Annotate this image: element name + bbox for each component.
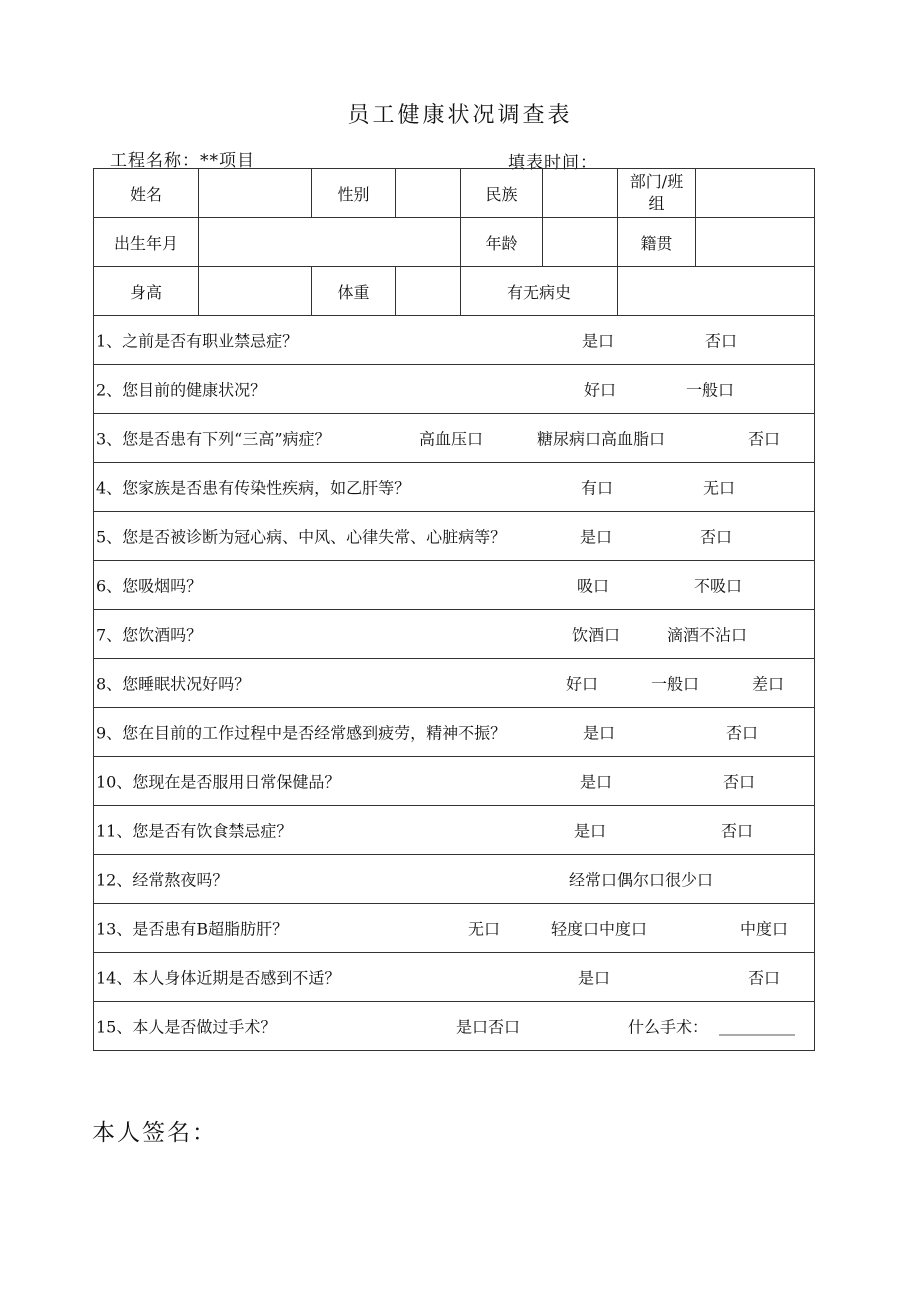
question-row-7: [94, 610, 815, 659]
question-text: 5、您是否被诊断为冠心病、中风、心律失常、心脏病等？: [96, 527, 507, 547]
option-no[interactable]: 否口: [748, 429, 781, 449]
option-have[interactable]: 有口: [581, 478, 614, 498]
surgery-input-line[interactable]: [719, 1017, 795, 1036]
ethnicity-field[interactable]: [543, 169, 618, 218]
page-title: 员工健康状况调查表: [347, 103, 573, 128]
ethnicity-label: 民族: [461, 169, 543, 218]
question-text: 1、之前是否有职业禁忌症？: [96, 331, 299, 351]
department-field[interactable]: [696, 169, 815, 218]
gender-field[interactable]: [396, 169, 461, 218]
surgery-label: 什么手术：: [628, 1017, 709, 1037]
question-row-2: [94, 365, 815, 414]
native-place-label: 籍贯: [618, 218, 696, 267]
name-field[interactable]: [199, 169, 312, 218]
project-name-label: 工程名称：**项目: [110, 151, 255, 171]
question-text: 7、您饮酒吗？: [96, 625, 203, 645]
option-no[interactable]: 否口: [700, 527, 733, 547]
question-text: 3、您是否患有下列“三高”病症？: [96, 429, 331, 449]
question-text: 2、您目前的健康状况？: [96, 380, 267, 400]
name-label: 姓名: [94, 169, 199, 218]
medical-history-label: 有无病史: [461, 267, 618, 316]
option-no[interactable]: 否口: [726, 723, 759, 743]
option-no[interactable]: 否口: [723, 772, 756, 792]
question-text: 9、您在目前的工作过程中是否经常感到疲劳，精神不振？: [96, 723, 507, 743]
question-text: 15、本人是否做过手术？: [96, 1017, 277, 1037]
height-label: 身高: [94, 267, 199, 316]
weight-label: 体重: [312, 267, 396, 316]
option-none[interactable]: 无口: [468, 919, 501, 939]
option-yes[interactable]: 是口: [578, 968, 611, 988]
option-yes[interactable]: 是口: [580, 527, 613, 547]
option-yes[interactable]: 是口: [574, 821, 607, 841]
option-hypertension[interactable]: 高血压口: [419, 429, 484, 449]
question-text: 6、您吸烟吗？: [96, 576, 203, 596]
info-row-3: [94, 267, 815, 316]
option-smoke[interactable]: 吸口: [577, 576, 610, 596]
option-never-drink[interactable]: 滴酒不沾口: [667, 625, 748, 645]
question-text: 11、您是否有饮食禁忌症？: [96, 821, 293, 841]
option-no[interactable]: 否口: [748, 968, 781, 988]
question-row-4: [94, 463, 815, 512]
weight-field[interactable]: [396, 267, 461, 316]
question-text: 12、经常熬夜吗？: [96, 870, 229, 890]
question-row-5: [94, 512, 815, 561]
fill-time-label: 填表时间：: [508, 153, 598, 173]
height-field[interactable]: [199, 267, 312, 316]
signature-label: 本人签名：: [92, 1120, 217, 1146]
question-text: 13、是否患有B超脂肪肝？: [96, 919, 289, 939]
option-no[interactable]: 否口: [705, 331, 738, 351]
question-row-9: [94, 708, 815, 757]
age-label: 年龄: [461, 218, 543, 267]
option-none[interactable]: 无口: [703, 478, 736, 498]
native-place-field[interactable]: [696, 218, 815, 267]
option-frequency[interactable]: 经常口偶尔口很少口: [569, 870, 714, 890]
birth-field[interactable]: [199, 218, 461, 267]
option-yes[interactable]: 是口: [583, 723, 616, 743]
question-row-8: [94, 659, 815, 708]
option-yes-no[interactable]: 是口否口: [456, 1017, 521, 1037]
question-row-11: [94, 806, 815, 855]
question-row-13: [94, 904, 815, 953]
health-survey-form: [93, 168, 814, 1050]
option-drink[interactable]: 饮酒口: [572, 625, 621, 645]
option-poor[interactable]: 差口: [752, 674, 785, 694]
birth-label: 出生年月: [94, 218, 199, 267]
question-text: 10、您现在是否服用日常保健品？: [96, 772, 341, 792]
question-text: 4、您家族是否患有传染性疾病，如乙肝等？: [96, 478, 411, 498]
gender-label: 性别: [312, 169, 396, 218]
medical-history-field[interactable]: [618, 267, 815, 316]
question-row-15: [94, 1002, 815, 1051]
age-field[interactable]: [543, 218, 618, 267]
info-row-2: [94, 218, 815, 267]
info-row-1: [94, 169, 815, 218]
department-label: 部门/班组: [618, 169, 696, 218]
question-row-10: [94, 757, 815, 806]
question-row-1: [94, 316, 815, 365]
option-yes[interactable]: 是口: [582, 331, 615, 351]
option-good[interactable]: 好口: [584, 380, 617, 400]
option-no-smoke[interactable]: 不吸口: [694, 576, 743, 596]
question-text: 14、本人身体近期是否感到不适？: [96, 968, 341, 988]
option-no[interactable]: 否口: [721, 821, 754, 841]
option-moderate[interactable]: 中度口: [740, 919, 789, 939]
option-average[interactable]: 一般口: [651, 674, 700, 694]
option-average[interactable]: 一般口: [686, 380, 735, 400]
question-row-12: [94, 855, 815, 904]
question-row-6: [94, 561, 815, 610]
question-text: 8、您睡眠状况好吗？: [96, 674, 251, 694]
option-good[interactable]: 好口: [566, 674, 599, 694]
question-row-14: [94, 953, 815, 1002]
option-mild-moderate[interactable]: 轻度口中度口: [551, 919, 648, 939]
option-yes[interactable]: 是口: [580, 772, 613, 792]
survey-table: [93, 168, 815, 1051]
question-row-3: [94, 414, 815, 463]
option-diabetes-hyperlipidemia[interactable]: 糖尿病口高血脂口: [537, 429, 666, 449]
